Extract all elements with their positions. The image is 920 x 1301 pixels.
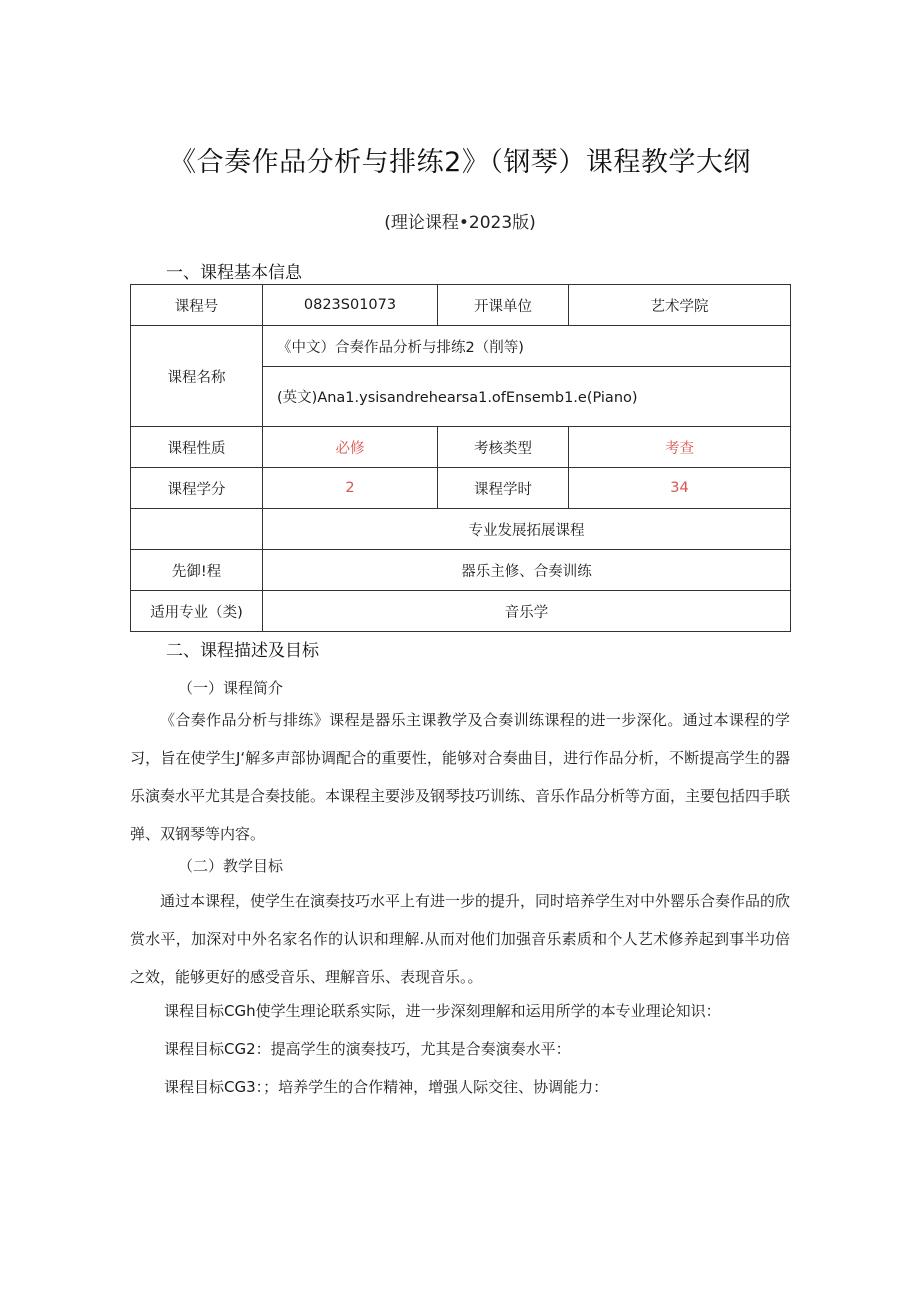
course-no-label: 课程号: [131, 285, 263, 326]
intro-text: 《合奏作品分析与排练》课程是器乐主课教学及合奏训练课程的进一步深化。通过本课程的学习，旨在使学生J‘解多声部协调配合的重要性，能够对合奏曲目，进行作品分析，不断提高学生的器乐演奏水平尤其是合奏技能。本课程主要涉及钢琴技巧训练、音乐作品分析等方面，主要包括四手联弹、双钢琴等内容。: [130, 711, 791, 843]
goals-paragraph: [130, 882, 790, 996]
table-row: [131, 509, 791, 550]
course-name-en: (英文)Ana1.ysisandrehearsa1.ofEnsemb1.e(Piano): [263, 367, 791, 427]
goals-text: 通过本课程，使学生在演奏技巧水平上有进一步的提升，同时培养学生对中外罂乐合奏作品的欣赏水平，加深对中外名家名作的认识和理解.从而对他们加强音乐素质和个人艺术修养起到事半功倍之效，能够更好的感受音乐、理解音乐、表现音乐。。: [130, 892, 791, 986]
nature-label: 课程性质: [131, 427, 263, 468]
goal-cg3: 课程目标CG3：；培养学生的合作精神，增强人际交往、协调能力：: [164, 1078, 609, 1096]
category-value: 专业发展拓展课程: [263, 509, 791, 550]
credit-value: 2: [263, 468, 438, 509]
course-name-cn: 《中文）合奏作品分析与排练2（削等): [263, 326, 791, 367]
table-row: [131, 326, 791, 367]
category-label: [131, 509, 263, 550]
major-value: 音乐学: [263, 591, 791, 632]
table-row: [131, 285, 791, 326]
table-row: [131, 591, 791, 632]
intro-paragraph: [130, 701, 790, 853]
section-1-heading: 一、课程基本信息: [166, 263, 302, 283]
unit-label: 开课单位: [438, 285, 569, 326]
intro-heading: （一）课程简介: [178, 679, 284, 697]
prereq-label: 先御!程: [131, 550, 263, 591]
nature-value: 必修: [263, 427, 438, 468]
table-row: [131, 427, 791, 468]
section-2-heading: 二、课程描述及目标: [166, 641, 319, 661]
exam-label: 考核类型: [438, 427, 569, 468]
course-info-table: [130, 284, 791, 632]
course-no-value: 0823S01073: [263, 285, 438, 326]
major-label: 适用专业（类): [131, 591, 263, 632]
document-title: 《合奏作品分析与排练2》（钢琴）课程教学大纲: [169, 147, 751, 178]
prereq-value: 器乐主修、合奏训练: [263, 550, 791, 591]
credit-label: 课程学分: [131, 468, 263, 509]
unit-value: 艺术学院: [569, 285, 791, 326]
table-row: [131, 468, 791, 509]
hours-label: 课程学时: [438, 468, 569, 509]
goal-cg1: 课程目标CGh使学生理论联系实际，进一步深刻理解和运用所学的本专业理论知识：: [164, 1002, 721, 1020]
hours-value: 34: [569, 468, 791, 509]
exam-value: 考查: [569, 427, 791, 468]
goals-heading: （二）教学目标: [178, 857, 284, 875]
document-subtitle: (理论课程•2023版): [384, 213, 536, 233]
goal-cg2: 课程目标CG2：提高学生的演奏技巧，尤其是合奏演奏水平：: [164, 1040, 571, 1058]
course-name-label: 课程名称: [131, 326, 263, 427]
table-row: [131, 550, 791, 591]
